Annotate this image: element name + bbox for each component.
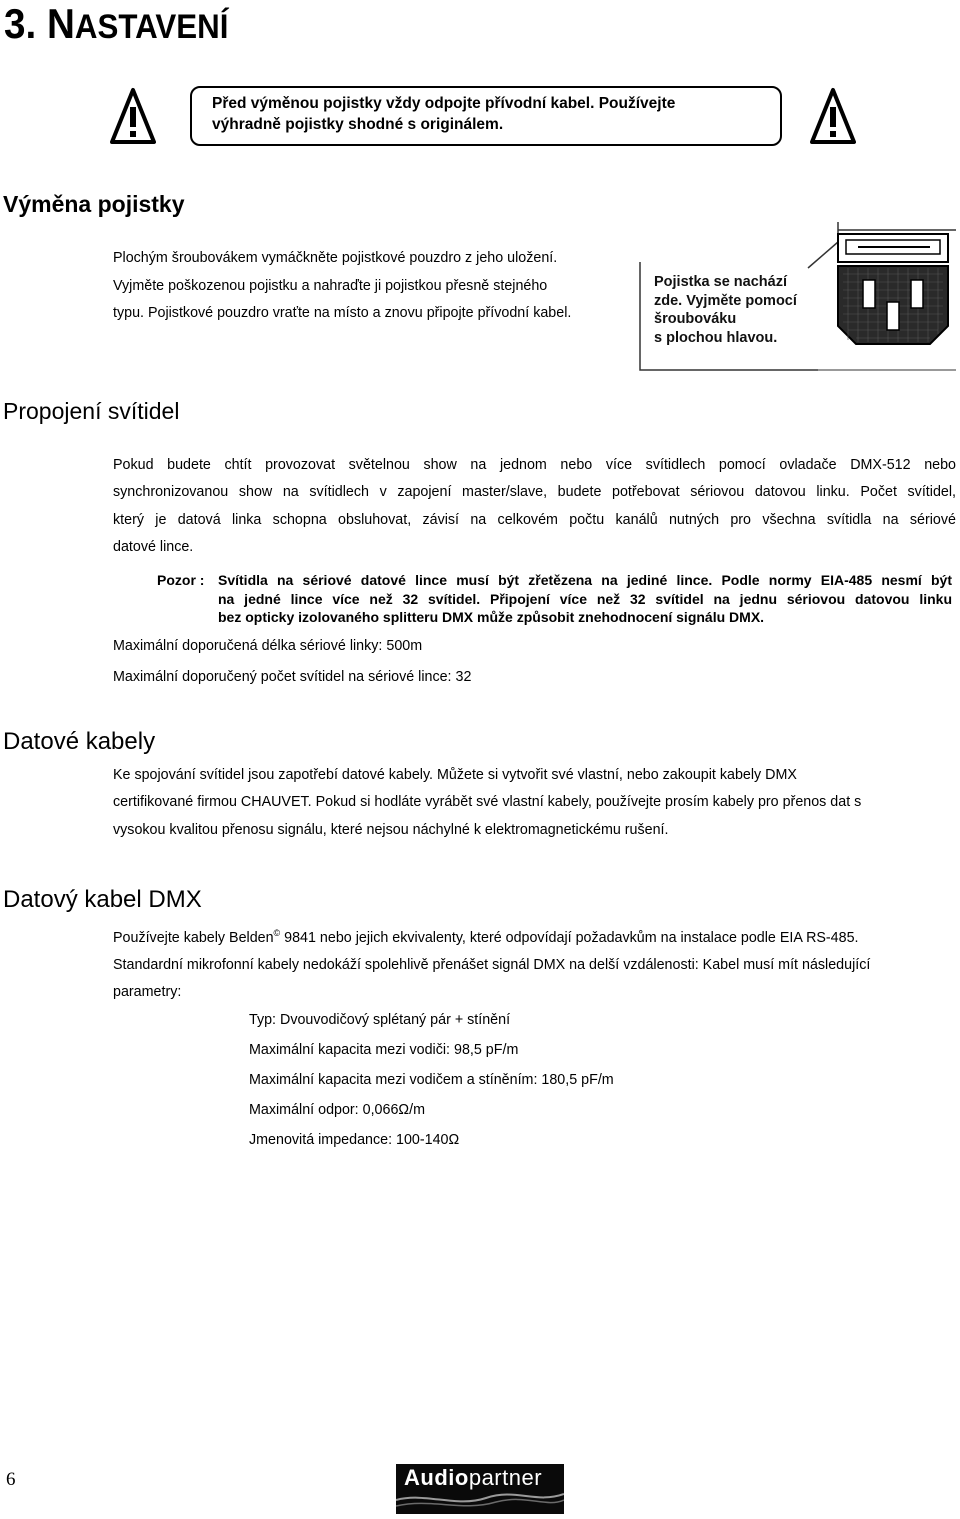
cable-spec-list (249, 1005, 614, 1155)
connection-paragraph (113, 452, 956, 561)
caption-line: šroubováku (654, 311, 737, 327)
fuse-instructions (113, 245, 633, 328)
caption-line: s plochou hlavou. (654, 329, 778, 346)
warning-line: Před výměnou pojistky vždy odpojte přívodní kabel. Používejte (212, 95, 676, 112)
caution-note (157, 571, 957, 629)
max-count-text: Maximální doporučený počet svítidel na sériové lince: 32 (113, 669, 472, 685)
text-line: vysokou kvalitou přenosu signálu, které nejsou náchylné k elektromagnetickému rušení. (113, 821, 669, 838)
section-heading-connection: Propojení svítidel (3, 398, 180, 424)
warning-icon (810, 87, 856, 145)
text-line: Vyjměte poškozenou pojistku a nahraďte ji pojistkou přesně stejného (113, 277, 548, 294)
spec-item: Maximální kapacita mezi vodiči: 98,5 pF/m (249, 1042, 519, 1058)
section-heading-data-cables: Datové kabely (3, 728, 156, 755)
text-line: který je datová linka schopna obsluhovat, závisí na celkovém počtu kanálů nutných pro všechna svítidla na sériové (113, 511, 956, 528)
section-heading-fuse: Výměna pojistky (3, 191, 185, 217)
copyright-mark: © (273, 928, 281, 938)
text-line: datové lince. (113, 538, 194, 555)
spec-item: Typ: Dvouvodičový splétaný pár + stínění (249, 1012, 511, 1028)
fuse-figure-caption (654, 273, 824, 347)
caption-line: Pojistka se nachází (654, 274, 787, 290)
text-line: Plochým šroubovákem vymáčkněte pojistkové pouzdro z jeho uložení. (113, 250, 558, 266)
text-line: Svítidla na sériové datové lince musí být zřetězena na jediné lince. Podle normy EIA-485 nesmí být (218, 572, 952, 588)
spec-item: Jmenovitá impedance: 100-140Ω (249, 1132, 460, 1148)
text-line: Standardní mikrofonní kabely nedokáží spolehlivě přenášet signál DMX na delší vzdálenosti: Kabel musí mít následující (113, 957, 871, 974)
spec-item: Maximální odpor: 0,066Ω/m (249, 1102, 425, 1118)
page-number: 6 (6, 1469, 16, 1490)
dmx-cable-paragraph (113, 920, 956, 1007)
text-line: Ke spojování svítidel jsou zapotřebí datové kabely. Můžete si vytvořit své vlastní, nebo zakoupit kabely DMX (113, 767, 797, 783)
warning-line: výhradně pojistky shodné s originálem. (212, 116, 504, 133)
warning-box (190, 86, 782, 146)
text-line: typu. Pojistkové pouzdro vraťte na místo a znovu připojte přívodní kabel. (113, 305, 572, 321)
caution-text (218, 571, 952, 627)
warning-icon (110, 87, 156, 145)
text-line: synchronizovanou show na svítidlech v zapojení master/slave, budete potřebovat sériovou datovou linku. Počet svítidel, (113, 484, 956, 501)
fuse-figure (638, 222, 956, 372)
page-title: 3. NASTAVENÍ (4, 0, 229, 47)
spec-item: Maximální kapacita mezi vodičem a stíněním: 180,5 pF/m (249, 1072, 614, 1088)
text-line: parametry: (113, 984, 182, 1001)
text-line: Pokud budete chtít provozovat světelnou show na jednom nebo více svítidlech pomocí ovladače DMX-512 nebo (113, 457, 956, 473)
caution-label: Pozor : (157, 572, 205, 588)
text-line: certifikované firmou CHAUVET. Pokud si hodláte vyrábět své vlastní kabely, používejte prosím kabely pro přenos dat s (113, 794, 862, 811)
caption-line: zde. Vyjměte pomocí (654, 292, 797, 309)
data-cables-paragraph (113, 762, 956, 844)
text-line: bez opticky izolovaného splitteru DMX může způsobit znehodnocení signálu DMX. (218, 609, 765, 625)
text-line: Používejte kabely Belden© 9841 nebo jejich ekvivalenty, které odpovídají požadavkům na instalace podle EIA RS-485. (113, 928, 859, 946)
text-line: na jedné lince více než 32 svítidel. Připojení více než 32 svítidel na jednu sériovou datovou linku (218, 590, 952, 607)
logo-wordmark: Audiopartner (404, 1465, 543, 1490)
section-heading-dmx-cable: Datový kabel DMX (3, 886, 202, 913)
max-length-text: Maximální doporučená délka sériové linky: 500m (113, 638, 423, 654)
